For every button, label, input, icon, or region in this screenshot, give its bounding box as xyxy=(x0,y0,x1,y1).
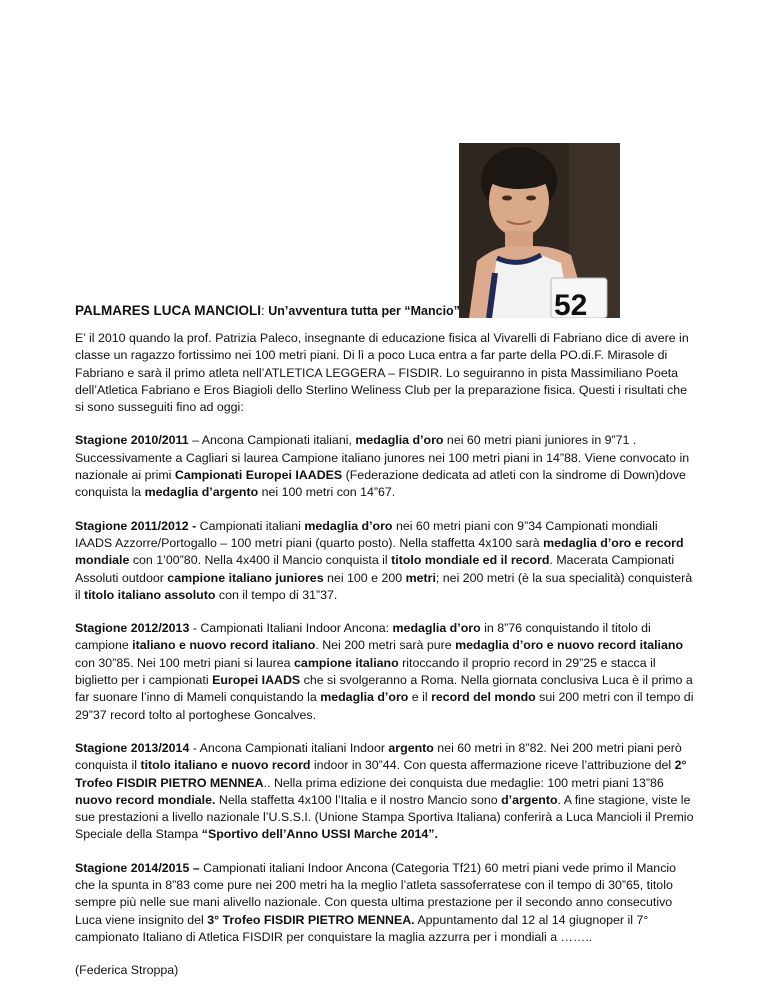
title-separator: : xyxy=(261,303,269,318)
bold-text: medaglia d’oro xyxy=(355,433,444,448)
paragraph-text: – Ancona Campionati italiani, xyxy=(188,433,356,448)
paragraph-text: nei 60 metri piani juniores in 9”71 . Successivamente a Cagliari si laurea Campione italiano junores nei 100 metri piani in 14”88. Viene convocato in nazionale ai primi xyxy=(75,433,690,483)
bold-text: italiano e nuovo record italiano xyxy=(132,638,316,653)
paragraph-text: Campionati italiani Indoor Ancona (Categoria Tf21) 60 metri piani vede primo il Mancio che la spunta in 8”83 come pure nei 200 metri ha la meglio l’atleta sassoferratese con il tempo di 30”65, titolo sempre più nelle sue mani alivello nazionale. Con questa ultima prestazione per il secondo anno consecutivo Luca viene insignito del xyxy=(75,860,677,927)
bold-text: campione italiano juniores xyxy=(167,570,324,585)
title-name: PALMARES LUCA MANCIOLI xyxy=(75,303,261,318)
bold-text: Europei IAADS xyxy=(212,673,301,688)
paragraph-text: con il tempo di 31”37. xyxy=(215,587,338,602)
bold-text: medaglia d’oro xyxy=(392,621,481,636)
bold-text: 3° Trofeo FISDIR PIETRO MENNEA. xyxy=(207,912,415,927)
bold-text: Stagione 2010/2011 xyxy=(75,433,189,448)
bib-number: 52 xyxy=(554,289,588,318)
bold-text: campione italiano xyxy=(294,655,399,670)
paragraph-text: .. Nella prima edizione dei conquista due medaglie: 100 metri piani 13”86 xyxy=(263,775,664,790)
paragraph-text: ; nei 200 metri (è la sua specialità) conquisterà il xyxy=(75,570,693,602)
athlete-photo-image xyxy=(459,143,620,318)
paragraph-text: con 30”85. Nei 100 metri piani si laurea xyxy=(75,655,295,670)
paragraph-text: indoor in 30”44. Con questa affermazione riceve l’attribuzione del xyxy=(310,758,675,773)
bold-text: Stagione 2012/2013 xyxy=(75,621,190,636)
season-paragraph xyxy=(75,620,695,724)
paragraph-text: Campionati italiani xyxy=(196,518,305,533)
bold-text: metri xyxy=(405,570,436,585)
paragraph-text: Appuntamento dal 12 al 14 giugnoper il 7° campionato Italiano di Atletica FISDIR per conquistare la maglia azzurra per i mondiali a …….. xyxy=(75,912,649,944)
paragraph-text: . Macerata Campionati Assoluti outdoor xyxy=(75,553,675,585)
paragraph-text: sui 200 metri con il tempo di 29”37 record tolto al portoghese Goncalves. xyxy=(75,690,694,722)
season-paragraph xyxy=(75,518,695,604)
paragraph-text: . Nei 200 metri sarà pure xyxy=(315,638,456,653)
document-body xyxy=(75,330,695,996)
bold-text: Stagione 2014/2015 – xyxy=(75,860,200,875)
bold-text: Campionati Europei IAADES xyxy=(174,468,343,483)
paragraph-text: nei 100 e 200 xyxy=(323,570,406,585)
bold-text: medaglia d’oro xyxy=(304,518,393,533)
bold-text: Stagione 2011/2012 - xyxy=(75,518,197,533)
paragraph-text: - Ancona Campionati italiani Indoor xyxy=(189,740,389,755)
paragraph-text: - Campionati Italiani Indoor Ancona: xyxy=(189,621,393,636)
bold-text: record del mondo xyxy=(431,690,536,705)
paragraph-text: con 1’00”80. Nella 4x400 il Mancio conquista il xyxy=(129,553,392,568)
paragraph-text: ritoccando il proprio record in 29”25 e stacca il biglietto per i campionati xyxy=(75,655,656,688)
paragraph-text: Nella staffetta 4x100 l’Italia e il nostro Mancio sono xyxy=(215,792,502,807)
bold-text: argento xyxy=(388,740,434,755)
athlete-photo xyxy=(459,143,620,318)
paragraph-text: e il xyxy=(408,690,432,705)
bold-text: “Sportivo dell’Anno USSI Marche 2014”. xyxy=(201,827,438,842)
paragraph-text: . A fine stagione, viste le sue prestazioni a livello nazionale l’U.S.S.I. (Unione Stampa Sportiva Italiana) conferirà a Luca Mancioli il Premio Speciale della Stampa xyxy=(75,792,694,842)
bold-text: titolo italiano assoluto xyxy=(83,587,216,602)
paragraph-text: nei 100 metri con 14”67. xyxy=(258,485,396,500)
document-title xyxy=(75,303,460,318)
intro-paragraph: E’ il 2010 quando la prof. Patrizia Paleco, insegnante di educazione fisica al Vivarelli di Fabriano dice di avere in classe un ragazzo fortissimo nei 100 metri piani. Di lì a poco Luca entra a far parte della PO.di.F. Mirasole di Fabriano e sarà il primo atleta nell’ATLETICA LEGGERA – FISDIR. Lo seguiranno in pista Massimiliano Poeta dell’Atletica Fabriano e Eros Biagioli dello Sterlino Weliness Club per la preparazione fisica. Questi i risultati che si sono susseguiti fino ad oggi: xyxy=(75,331,689,415)
author-signature: (Federica Stroppa) xyxy=(75,963,179,978)
season-paragraph xyxy=(75,860,695,946)
season-paragraph xyxy=(75,432,695,501)
bold-text: nuovo record mondiale. xyxy=(75,792,216,807)
paragraph-text: che si svolgeranno a Roma. Nella giornata conclusiva Luca è il primo a far suonare l’inno di Mameli conquistando la xyxy=(75,673,693,705)
paragraph-text: in 8”76 conquistando il titolo di campione xyxy=(75,621,651,653)
bold-text: medaglia d’oro xyxy=(320,690,409,705)
paragraph-text: nei 60 metri in 8”82. Nei 200 metri piani però conquista il xyxy=(75,740,682,773)
bold-text: 2° Trofeo FISDIR PIETRO MENNEA xyxy=(75,758,687,790)
bold-text: d’argento xyxy=(501,792,558,807)
season-paragraph xyxy=(75,740,695,844)
bold-text: titolo italiano e nuovo record xyxy=(140,758,311,773)
bold-text: medaglia d’argento xyxy=(144,485,259,500)
paragraph-text: (Federazione dedicata ad atleti con la sindrome di Down)dove conquista la xyxy=(75,468,686,500)
title-subtitle: Un’avventura tutta per “Mancio” xyxy=(268,304,460,318)
bold-text: medaglia d’oro e nuovo record italiano xyxy=(455,638,684,653)
bold-text: Stagione 2013/2014 xyxy=(75,740,190,755)
bold-text: medaglia d’oro e record mondiale xyxy=(75,535,684,568)
paragraph-text: nei 60 metri piani con 9”34 Campionati mondiali IAADS Azzorre/Portogallo – 100 metri piani (quarto posto). Nella staffetta 4x100 sarà xyxy=(75,518,658,550)
bold-text: titolo mondiale ed il record xyxy=(391,553,550,568)
